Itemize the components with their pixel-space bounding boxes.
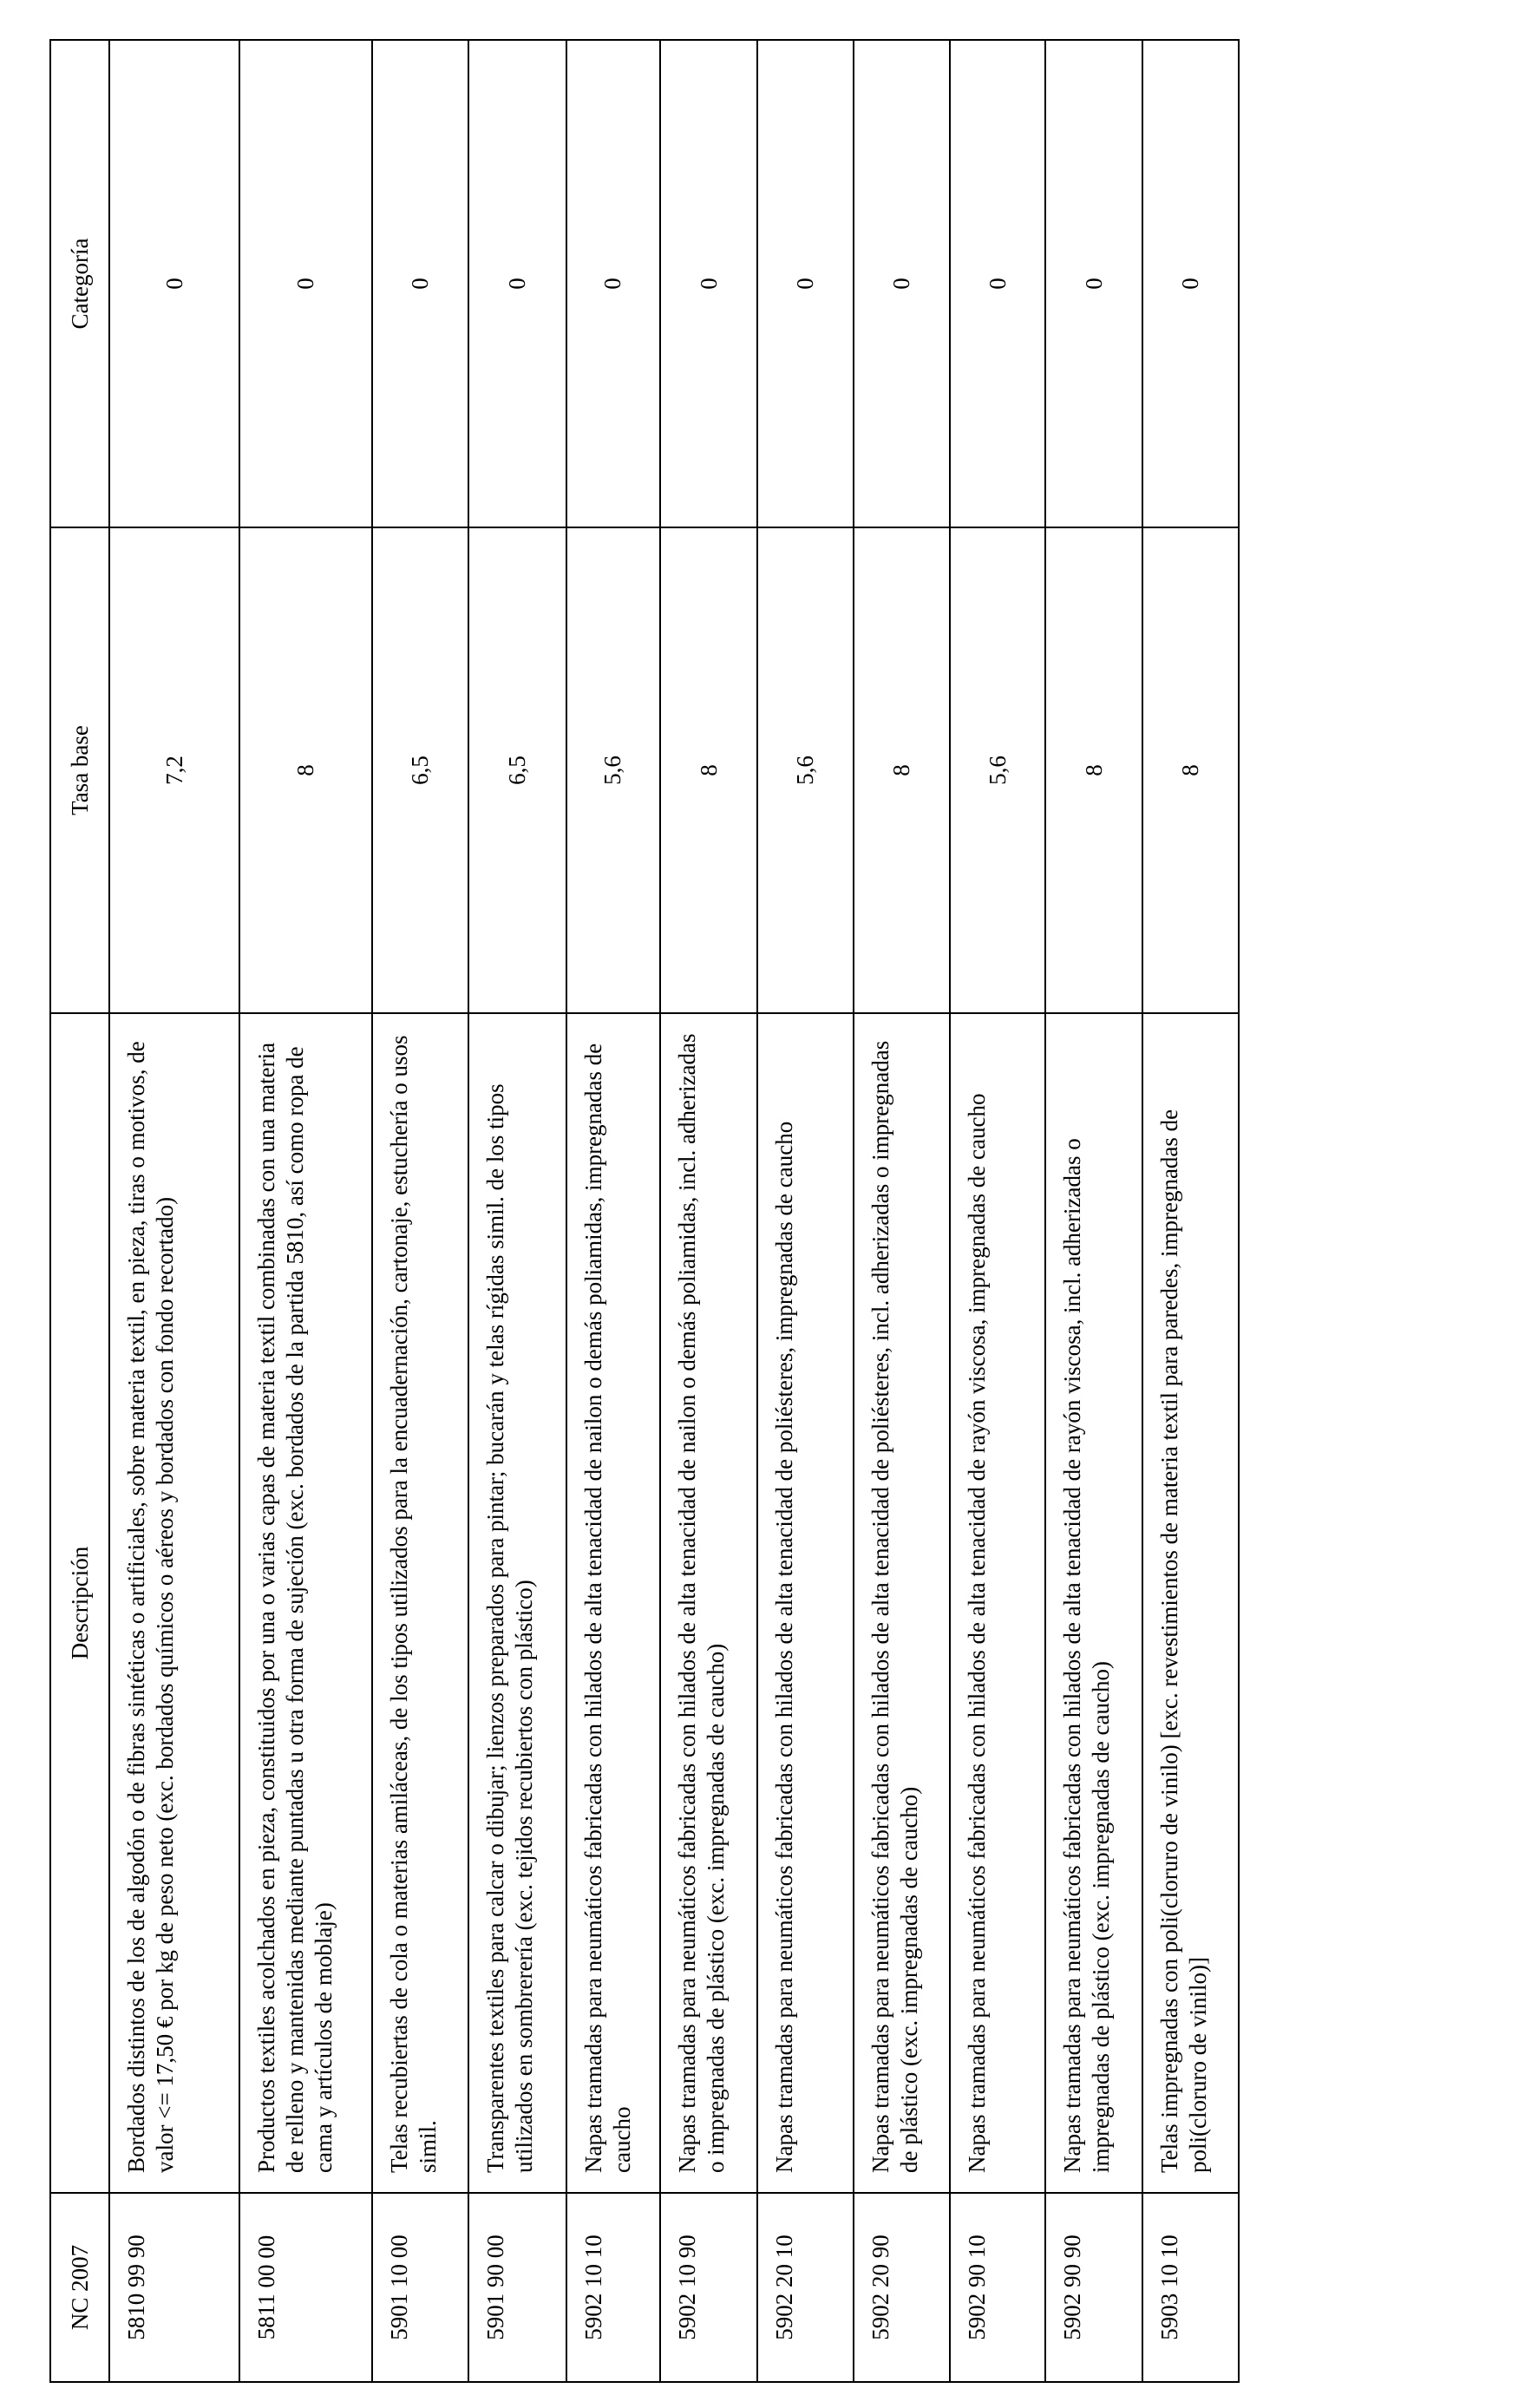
cell-description: Telas recubiertas de cola o materias amiláceas, de los tipos utilizados para la encuadernación, cartonaje, estuchería o usos simil. bbox=[372, 1013, 468, 2193]
cell-code: 5901 90 00 bbox=[468, 2193, 566, 2382]
cell-category: 0 bbox=[1142, 40, 1239, 527]
cell-category: 0 bbox=[239, 40, 372, 527]
table-header-row bbox=[50, 40, 109, 2382]
cell-description: Napas tramadas para neumáticos fabricadas con hilados de alta tenacidad de nailon o demás poliamidas, impregnadas de caucho bbox=[566, 1013, 661, 2193]
cell-category: 0 bbox=[109, 40, 239, 527]
cell-description: Transparentes textiles para calcar o dibujar; lienzos preparados para pintar; bucarán y telas rígidas simil. de los tipos utilizados en sombrerería (exc. tejidos recubiertos con plástico) bbox=[468, 1013, 566, 2193]
table-row bbox=[239, 40, 372, 2382]
cell-code: 5901 10 00 bbox=[372, 2193, 468, 2382]
table-row bbox=[1142, 40, 1239, 2382]
cell-base-rate: 8 bbox=[1142, 527, 1239, 1013]
cell-description: Napas tramadas para neumáticos fabricadas con hilados de alta tenacidad de poliésteres, incl. adherizadas o impregnadas de plástico (exc. impregnadas de caucho) bbox=[854, 1013, 950, 2193]
cell-code: 5811 00 00 bbox=[239, 2193, 372, 2382]
cell-base-rate: 8 bbox=[239, 527, 372, 1013]
cell-description: Productos textiles acolchados en pieza, constituidos por una o varias capas de materia textil combinadas con una materia de relleno y mantenidas mediante puntadas u otra forma de sujeción (exc. bordados de la partida 5810, así como ropa de cama y artículos de moblaje) bbox=[239, 1013, 372, 2193]
cell-description: Bordados distintos de los de algodón o de fibras sintéticas o artificiales, sobre materia textil, en pieza, tiras o motivos, de valor <= 17,50 € por kg de peso neto (exc. bordados químicos o aéreos y bordados con fondo recortado) bbox=[109, 1013, 239, 2193]
table-row bbox=[109, 40, 239, 2382]
cell-description: Napas tramadas para neumáticos fabricadas con hilados de alta tenacidad de rayón viscosa, incl. adherizadas o impregnadas de plástico (exc. impregnadas de caucho) bbox=[1045, 1013, 1142, 2193]
cell-code: 5903 10 10 bbox=[1142, 2193, 1239, 2382]
cell-base-rate: 8 bbox=[660, 527, 757, 1013]
cell-description: Napas tramadas para neumáticos fabricadas con hilados de alta tenacidad de nailon o demás poliamidas, incl. adherizadas o impregnadas de plástico (exc. impregnadas de caucho) bbox=[660, 1013, 757, 2193]
cell-base-rate: 5,6 bbox=[950, 527, 1046, 1013]
header-description: Descripción bbox=[50, 1013, 109, 2193]
cell-base-rate: 8 bbox=[854, 527, 950, 1013]
header-code: NC 2007 bbox=[50, 2193, 109, 2382]
table-row bbox=[468, 40, 566, 2382]
tariff-table bbox=[49, 39, 1240, 2383]
cell-category: 0 bbox=[757, 40, 854, 527]
cell-base-rate: 5,6 bbox=[757, 527, 854, 1013]
cell-category: 0 bbox=[950, 40, 1046, 527]
cell-category: 0 bbox=[468, 40, 566, 527]
table-row bbox=[660, 40, 757, 2382]
header-base-rate: Tasa base bbox=[50, 527, 109, 1013]
table-row bbox=[950, 40, 1046, 2382]
cell-base-rate: 8 bbox=[1045, 527, 1142, 1013]
rotated-table-container bbox=[49, 41, 1240, 2383]
cell-base-rate: 5,6 bbox=[566, 527, 661, 1013]
cell-category: 0 bbox=[854, 40, 950, 527]
table-row bbox=[372, 40, 468, 2382]
cell-code: 5810 99 90 bbox=[109, 2193, 239, 2382]
cell-description: Napas tramadas para neumáticos fabricadas con hilados de alta tenacidad de poliésteres, impregnadas de caucho bbox=[757, 1013, 854, 2193]
cell-code: 5902 10 90 bbox=[660, 2193, 757, 2382]
cell-description: Napas tramadas para neumáticos fabricadas con hilados de alta tenacidad de rayón viscosa, impregnadas de caucho bbox=[950, 1013, 1046, 2193]
cell-base-rate: 7,2 bbox=[109, 527, 239, 1013]
table-row bbox=[1045, 40, 1142, 2382]
table-row bbox=[566, 40, 661, 2382]
cell-category: 0 bbox=[1045, 40, 1142, 527]
table-row bbox=[757, 40, 854, 2382]
table-row bbox=[854, 40, 950, 2382]
cell-code: 5902 90 10 bbox=[950, 2193, 1046, 2382]
cell-code: 5902 90 90 bbox=[1045, 2193, 1142, 2382]
cell-base-rate: 6,5 bbox=[468, 527, 566, 1013]
cell-code: 5902 20 10 bbox=[757, 2193, 854, 2382]
cell-category: 0 bbox=[660, 40, 757, 527]
cell-category: 0 bbox=[566, 40, 661, 527]
cell-code: 5902 10 10 bbox=[566, 2193, 661, 2382]
cell-base-rate: 6,5 bbox=[372, 527, 468, 1013]
cell-category: 0 bbox=[372, 40, 468, 527]
cell-code: 5902 20 90 bbox=[854, 2193, 950, 2382]
header-category: Categoría bbox=[50, 40, 109, 527]
cell-description: Telas impregnadas con poli(cloruro de vinilo) [exc. revestimientos de materia textil para paredes, impregnadas de poli(cloruro de vinilo)] bbox=[1142, 1013, 1239, 2193]
